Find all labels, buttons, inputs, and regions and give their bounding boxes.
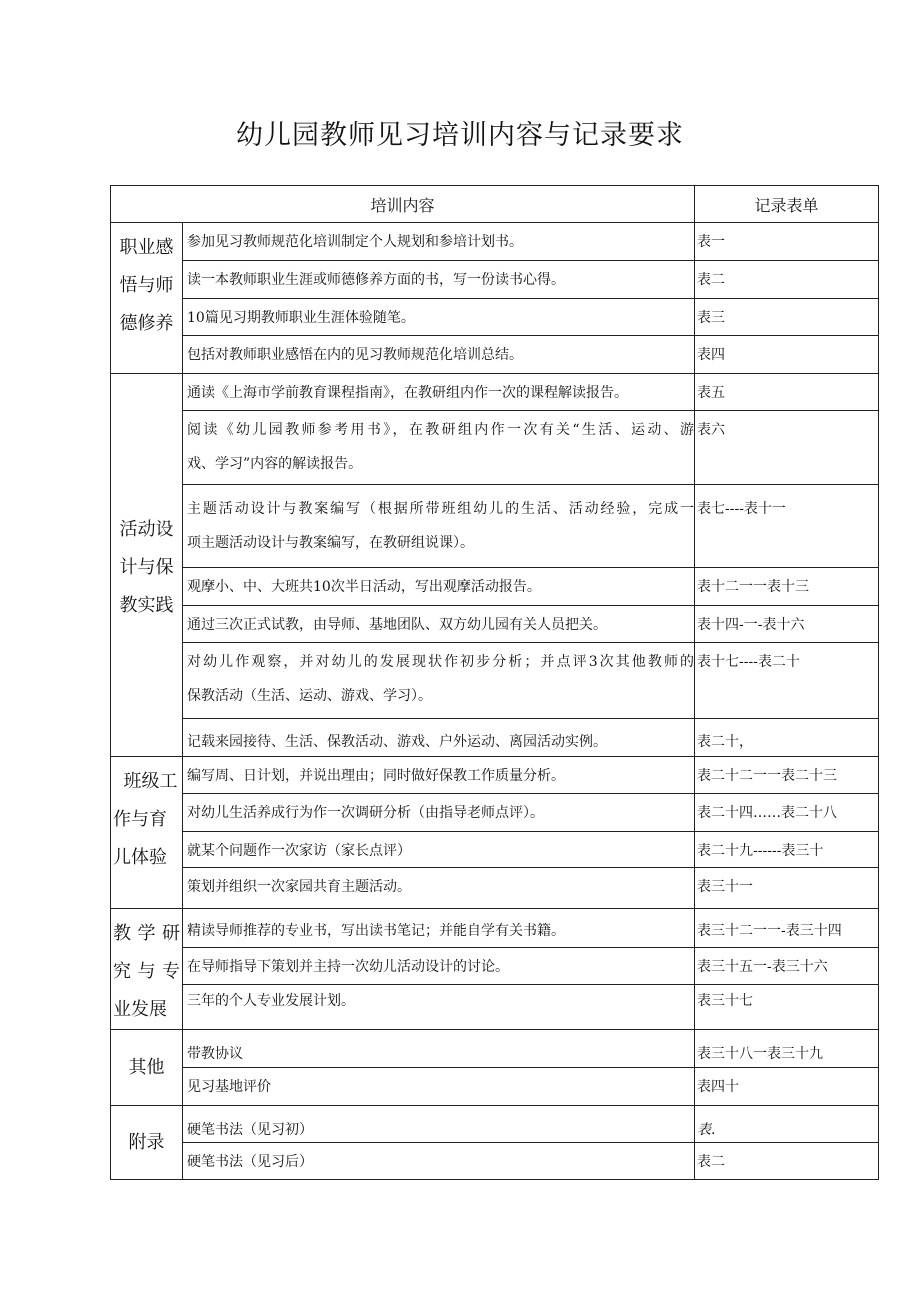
content-cell: 通过三次正式试教，由导师、基地团队、双方幼儿园有关人员把关。 <box>183 606 695 643</box>
content-cell: 通读《上海市学前教育课程指南》，在教研组内作一次的课程解读报告。 <box>183 374 695 411</box>
content-cell: 主题活动设计与教案编写（根据所带班组幼儿的生活、活动经验，完成一 项主题活动设计与教案编写，在教研组说课）。 <box>183 485 695 568</box>
table-row <box>111 757 879 794</box>
form-cell: 表二 <box>695 1143 879 1180</box>
page-title: 幼儿园教师见习培训内容与记录要求 <box>236 120 684 151</box>
form-cell: 表. <box>695 1106 879 1143</box>
form-cell: 表一 <box>695 223 879 261</box>
content-cell: 精读导师推荐的专业书，写出读书笔记；并能自学有关书籍。 <box>183 909 695 948</box>
table-row <box>111 1030 879 1068</box>
content-cell: 硬笔书法（见习初） <box>183 1106 695 1143</box>
table-row <box>111 719 879 757</box>
form-cell: 表十七----表二十 <box>695 643 879 719</box>
form-cell: 表六 <box>695 411 879 485</box>
content-cell: 记载来园接待、生活、保教活动、游戏、户外运动、离园活动实例。 <box>183 719 695 757</box>
category-cell: 教学研 究与专 业发展 <box>111 909 183 1030</box>
table-row <box>111 336 879 374</box>
table-row <box>111 1068 879 1106</box>
form-cell: 表三十五一-表三十六 <box>695 947 879 984</box>
content-cell: 就某个问题作一次家访（家长点评） <box>183 832 695 868</box>
table-row <box>111 1106 879 1143</box>
training-table <box>110 185 879 1180</box>
category-cell: 附录 <box>111 1106 183 1180</box>
table-row <box>111 299 879 336</box>
table-row <box>111 643 879 719</box>
table-row <box>111 411 879 485</box>
form-cell: 表五 <box>695 374 879 411</box>
form-cell: 表二十九------表三十 <box>695 832 879 868</box>
form-cell: 表三十七 <box>695 984 879 1029</box>
table-row <box>111 909 879 948</box>
content-cell: 见习基地评价 <box>183 1068 695 1106</box>
form-cell: 表十二一一表十三 <box>695 568 879 606</box>
table-row <box>111 485 879 568</box>
content-cell: 对幼儿作观察，并对幼儿的发展现状作初步分析；并点评3次其他教师的 保教活动（生活、运动、游戏、学习）。 <box>183 643 695 719</box>
form-cell: 表十四-一-表十六 <box>695 606 879 643</box>
content-cell: 读一本教师职业生涯或师德修养方面的书，写一份读书心得。 <box>183 261 695 299</box>
header-content: 培训内容 <box>111 186 695 223</box>
table-row <box>111 606 879 643</box>
content-cell: 在导师指导下策划并主持一次幼儿活动设计的讨论。 <box>183 947 695 984</box>
form-cell: 表四十 <box>695 1068 879 1106</box>
form-cell: 表二十二一一表二十三 <box>695 757 879 794</box>
table-row <box>111 794 879 832</box>
form-cell: 表七----表十一 <box>695 485 879 568</box>
form-cell: 表二十四……表二十八 <box>695 794 879 832</box>
header-form: 记录表单 <box>695 186 879 223</box>
content-cell: 三年的个人专业发展计划。 <box>183 984 695 1029</box>
table-row <box>111 984 879 1029</box>
content-cell: 策划并组织一次家园共育主题活动。 <box>183 868 695 909</box>
table-row <box>111 223 879 261</box>
content-cell: 参加见习教师规范化培训制定个人规划和参培计划书。 <box>183 223 695 261</box>
content-cell: 带教协议 <box>183 1030 695 1068</box>
table-header-row <box>111 186 879 223</box>
content-cell: 包括对教师职业感悟在内的见习教师规范化培训总结。 <box>183 336 695 374</box>
table-row <box>111 374 879 411</box>
content-cell: 编写周、日计划，并说出理由；同时做好保教工作质量分析。 <box>183 757 695 794</box>
form-cell: 表二 <box>695 261 879 299</box>
category-cell: 活动设 计与保 教实践 <box>111 374 183 757</box>
form-cell: 表三十一 <box>695 868 879 909</box>
table-row <box>111 1143 879 1180</box>
content-cell: 硬笔书法（见习后） <box>183 1143 695 1180</box>
content-cell: 对幼儿生活养成行为作一次调研分析（由指导老师点评）。 <box>183 794 695 832</box>
form-cell: 表三 <box>695 299 879 336</box>
content-cell: 观摩小、中、大班共10次半日活动，写出观摩活动报告。 <box>183 568 695 606</box>
table-row <box>111 947 879 984</box>
content-cell: 10篇见习期教师职业生涯体验随笔。 <box>183 299 695 336</box>
category-cell: 其他 <box>111 1030 183 1106</box>
form-cell: 表三十二一一-表三十四 <box>695 909 879 948</box>
table-row <box>111 261 879 299</box>
content-cell: 阅读《幼儿园教师参考用书》，在教研组内作一次有关“生活、运动、游 戏、学习”内容的解读报告。 <box>183 411 695 485</box>
category-cell: 班级工 作与育 儿体验 <box>111 757 183 909</box>
table-row <box>111 868 879 909</box>
category-cell: 职业感 悟与师 德修养 <box>111 223 183 374</box>
form-cell: 表四 <box>695 336 879 374</box>
table-row <box>111 832 879 868</box>
table-row <box>111 568 879 606</box>
form-cell: 表二十， <box>695 719 879 757</box>
form-cell: 表三十八一表三十九 <box>695 1030 879 1068</box>
